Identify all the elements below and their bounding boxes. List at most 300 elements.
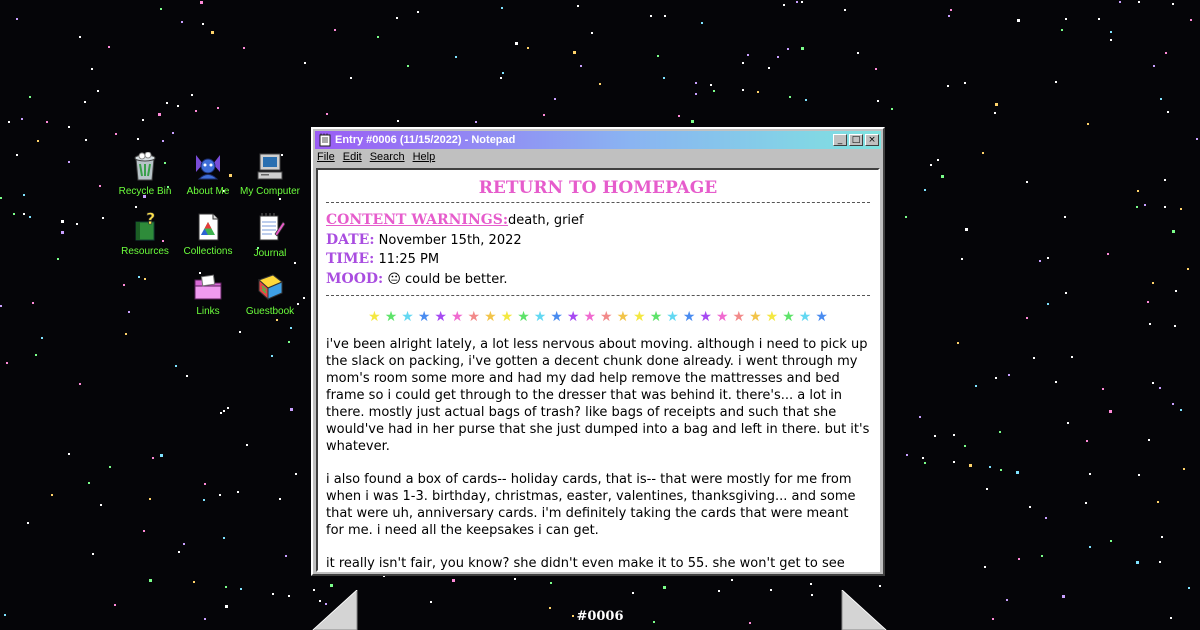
star	[1188, 587, 1190, 589]
star	[982, 152, 984, 154]
star	[23, 213, 25, 215]
star	[906, 454, 908, 456]
star	[225, 605, 228, 608]
star	[975, 385, 977, 387]
star	[591, 32, 593, 34]
star	[664, 15, 666, 17]
star	[1098, 18, 1100, 20]
star	[632, 592, 634, 594]
entry-paragraph: i've been alright lately, a lot less nervous about moving. although i need to pick up the slack on packing, i've gotten a decent chunk done already. i went through my mom's room some more and had my dad help remove the mattresses and bed frame so i could get through to the dresser that was behind it. there's... a lot in there. mostly just actual bags of trash? like bags of receipts and such that she would've had in her purse that she just dumped into a bag and left in there. but it's whatever.	[326, 337, 870, 454]
star	[731, 579, 733, 581]
star	[149, 498, 151, 500]
star	[295, 473, 297, 475]
help-book-icon	[131, 212, 159, 242]
svg-text:?: ?	[146, 212, 156, 228]
star	[162, 140, 164, 142]
star-divider-icon: ★	[566, 309, 580, 325]
star	[137, 138, 139, 140]
star	[1061, 29, 1063, 31]
star	[964, 445, 966, 447]
star-divider-icon: ★	[600, 309, 613, 325]
star	[1047, 257, 1049, 259]
star	[1183, 468, 1185, 470]
time-label: TIME:	[326, 251, 375, 267]
desktop-icon-recycle-bin[interactable]	[113, 152, 177, 197]
desktop-icon-links[interactable]	[176, 272, 240, 317]
star	[1067, 422, 1069, 424]
star	[239, 331, 241, 333]
star	[271, 355, 273, 357]
star	[768, 67, 770, 69]
desktop-icon-journal[interactable]	[238, 212, 302, 259]
star	[102, 217, 104, 219]
star	[13, 213, 15, 215]
star	[37, 140, 39, 142]
star	[1164, 206, 1166, 208]
star-divider-icon: ★	[417, 309, 431, 325]
star-divider-icon: ★	[699, 309, 712, 325]
star-divider-icon: ★	[434, 309, 447, 325]
star	[1138, 1, 1140, 3]
star	[8, 121, 10, 123]
star-divider-icon: ★	[715, 309, 729, 325]
star	[930, 164, 932, 166]
star	[1039, 260, 1041, 262]
notepad-content[interactable]	[316, 168, 880, 572]
star	[599, 83, 601, 85]
star	[29, 96, 31, 98]
star	[1164, 179, 1166, 181]
star	[4, 614, 6, 616]
star	[527, 47, 529, 49]
star	[181, 21, 183, 23]
star	[29, 216, 31, 218]
star	[783, 4, 785, 6]
star	[326, 113, 328, 115]
star	[417, 11, 419, 13]
star-divider-icon: ★	[815, 309, 828, 325]
star	[142, 119, 144, 121]
star	[1055, 81, 1057, 83]
star	[109, 466, 111, 468]
star	[138, 276, 140, 278]
star-divider-icon: ★	[550, 309, 563, 325]
menu-bar	[317, 151, 435, 167]
star	[502, 72, 504, 74]
star	[961, 258, 963, 260]
star	[41, 337, 43, 339]
star	[580, 65, 582, 67]
star	[202, 23, 204, 25]
star-divider-icon: ★	[583, 309, 596, 325]
star	[85, 139, 87, 141]
desktop-icon-label: Resources	[121, 246, 169, 257]
star	[1152, 382, 1154, 384]
star	[61, 231, 64, 234]
star	[749, 622, 751, 624]
star	[1159, 561, 1161, 563]
star	[397, 120, 399, 122]
star	[175, 365, 177, 367]
star	[455, 56, 457, 58]
star	[964, 82, 966, 84]
star	[515, 42, 518, 45]
star	[279, 498, 281, 500]
entry-body	[326, 336, 870, 572]
desktop-icon-label: Links	[196, 306, 220, 317]
star	[877, 100, 879, 102]
star	[501, 7, 503, 9]
star	[1167, 111, 1169, 113]
star	[941, 175, 944, 178]
star	[79, 383, 81, 385]
computer-icon	[255, 152, 285, 182]
star	[115, 133, 117, 135]
star	[1172, 230, 1175, 233]
star	[1110, 540, 1112, 542]
star	[801, 1, 803, 3]
star	[999, 431, 1001, 433]
star	[1062, 595, 1065, 598]
star	[135, 206, 137, 208]
star	[1160, 98, 1162, 100]
menu-help[interactable]: Help	[412, 151, 436, 163]
folder-icon	[193, 272, 223, 302]
star	[183, 543, 185, 545]
star	[1196, 138, 1198, 140]
star	[211, 31, 214, 34]
star	[68, 453, 70, 455]
star	[1161, 536, 1163, 538]
star	[68, 126, 70, 128]
star	[653, 621, 655, 623]
star	[657, 55, 659, 57]
star	[1172, 403, 1174, 405]
star	[957, 342, 959, 344]
star	[994, 112, 996, 114]
star	[1102, 388, 1104, 390]
star-divider-icon: ★	[682, 309, 696, 325]
star	[1016, 471, 1019, 474]
star	[1055, 381, 1057, 383]
content-warnings-label[interactable]: CONTENT WARNINGS:	[326, 212, 509, 228]
star	[125, 333, 127, 335]
star	[223, 410, 225, 412]
star	[500, 77, 502, 79]
star	[678, 115, 680, 117]
star	[32, 302, 34, 304]
star	[695, 93, 697, 95]
star	[452, 579, 455, 582]
star	[288, 595, 290, 597]
star-divider-icon: ★	[633, 309, 646, 325]
star	[986, 488, 988, 490]
window-title: Entry #0006 (11/15/2022) - Notepad	[335, 134, 516, 146]
star	[35, 354, 37, 356]
star	[27, 522, 29, 524]
star-divider-icon: ★	[732, 309, 746, 325]
star	[6, 362, 8, 364]
star	[223, 537, 225, 539]
star	[285, 555, 287, 557]
window-titlebar[interactable]	[315, 131, 881, 149]
star-divider-icon: ★	[467, 309, 481, 325]
star	[61, 220, 64, 223]
star-divider-icon: ★	[517, 309, 530, 325]
desktop-icon-resources[interactable]	[113, 212, 177, 257]
close-button[interactable]: ×	[865, 134, 879, 146]
star	[549, 607, 551, 609]
star	[801, 47, 804, 50]
star	[1041, 555, 1043, 557]
desktop-icon-my-computer[interactable]	[238, 152, 302, 197]
star	[123, 284, 125, 286]
star	[1170, 617, 1172, 619]
star	[128, 311, 130, 313]
desktop-icon-about-me[interactable]	[176, 152, 240, 197]
menu-edit[interactable]: Edit	[342, 151, 362, 163]
star	[713, 90, 715, 92]
time-value: 11:25 PM	[378, 252, 440, 267]
star	[294, 262, 296, 264]
star	[937, 159, 939, 161]
star	[695, 82, 697, 84]
menu-search[interactable]: Search	[369, 151, 405, 163]
star	[1089, 473, 1091, 475]
star	[573, 51, 576, 54]
star-divider-icon: ★	[666, 309, 679, 325]
star	[757, 91, 759, 93]
star-divider-icon: ★	[616, 309, 630, 325]
star	[396, 17, 398, 19]
star	[1018, 558, 1020, 560]
star	[407, 65, 409, 67]
star	[1017, 19, 1020, 22]
star	[149, 579, 152, 582]
star	[219, 494, 221, 496]
star	[947, 85, 949, 87]
right-arrow-icon[interactable]	[840, 590, 888, 630]
star	[742, 62, 744, 64]
star	[1165, 52, 1167, 54]
star	[777, 56, 779, 58]
star	[57, 258, 59, 260]
star	[691, 120, 694, 123]
star	[272, 593, 274, 595]
notepad-window	[311, 127, 885, 576]
star	[701, 22, 703, 24]
star	[160, 8, 162, 10]
star	[193, 581, 195, 583]
star	[663, 77, 665, 79]
star	[543, 114, 545, 116]
star	[21, 118, 23, 120]
star	[924, 189, 926, 191]
star	[114, 604, 116, 606]
star	[770, 589, 772, 591]
star	[953, 434, 955, 436]
star	[152, 457, 154, 459]
star	[172, 132, 174, 134]
star	[203, 499, 205, 501]
star	[1107, 253, 1109, 255]
star	[1065, 18, 1067, 20]
star	[1136, 206, 1138, 208]
star	[160, 454, 163, 457]
star	[99, 185, 101, 187]
star	[84, 101, 86, 103]
notepad-app-icon	[318, 133, 332, 147]
star	[243, 47, 245, 49]
star	[1137, 190, 1139, 192]
star	[46, 121, 48, 123]
star	[934, 435, 936, 437]
star	[1153, 65, 1155, 67]
star	[166, 102, 168, 104]
star	[995, 377, 997, 379]
star	[290, 408, 293, 411]
divider	[326, 295, 870, 296]
star	[1138, 474, 1140, 476]
star	[919, 416, 921, 418]
star	[1152, 282, 1154, 284]
document-icon	[194, 212, 222, 242]
star	[1147, 301, 1149, 303]
star	[195, 110, 197, 112]
star	[1190, 19, 1192, 21]
star	[554, 98, 556, 100]
star	[177, 105, 179, 107]
star-divider-icon: ★	[484, 309, 497, 325]
star	[1064, 216, 1066, 218]
star	[905, 216, 907, 218]
entry-paragraph: i also found a box of cards-- holiday cards, that is-- that were mostly for me from when i was 1-3. birthday, christmas, easter, valentines, thanksgiving... and some that were uh, anniversary cards. i'm definitely taking the cards that were meant for me. i need all the keepsakes i can get.	[326, 472, 856, 538]
star	[279, 198, 281, 200]
star	[1033, 357, 1035, 359]
menu-file[interactable]: File	[317, 151, 335, 163]
star	[1089, 546, 1091, 548]
star	[330, 584, 333, 587]
star	[237, 491, 239, 493]
star-divider-icon: ★	[401, 309, 414, 325]
mood-label: MOOD:	[326, 270, 384, 287]
star	[1008, 374, 1010, 376]
about-me-icon	[193, 152, 223, 182]
star	[550, 582, 552, 584]
star	[158, 113, 161, 116]
star	[246, 444, 248, 446]
star	[1000, 469, 1002, 471]
desktop-icon-label: Guestbook	[245, 306, 295, 317]
star	[1175, 290, 1177, 292]
star	[1006, 599, 1008, 601]
star	[204, 483, 206, 485]
star	[240, 588, 242, 590]
star	[747, 54, 749, 56]
star	[303, 297, 305, 299]
star	[844, 9, 846, 11]
minimize-button[interactable]: _	[833, 134, 847, 146]
star	[1085, 502, 1087, 504]
star	[1119, 1, 1121, 3]
star	[304, 62, 306, 64]
star	[178, 551, 180, 553]
divider	[326, 202, 870, 203]
star	[91, 68, 93, 70]
star	[1110, 31, 1112, 33]
star	[514, 578, 516, 580]
notepad-icon	[255, 212, 285, 244]
recycle-bin-icon	[131, 152, 159, 182]
star	[204, 618, 206, 620]
entry-paragraph: it really isn't fair, you know? she didn't even make it to 55. she won't get to see	[326, 556, 845, 571]
star	[1148, 439, 1150, 441]
star	[1180, 409, 1182, 411]
entry-number: #0006	[576, 609, 624, 624]
star-divider-icon: ★	[798, 309, 812, 325]
maximize-button[interactable]: □	[849, 134, 863, 146]
date-label: DATE:	[326, 231, 375, 248]
star	[430, 601, 432, 603]
star	[1109, 410, 1112, 413]
star	[1065, 292, 1067, 294]
desktop-icon-guestbook[interactable]	[238, 272, 302, 317]
left-arrow-icon[interactable]	[311, 590, 359, 630]
star	[76, 223, 78, 225]
star-divider-icon: ★	[649, 309, 663, 325]
star	[1026, 181, 1028, 183]
star-divider-icon: ★	[450, 309, 464, 325]
star	[1086, 440, 1088, 442]
star	[143, 530, 145, 532]
return-to-homepage-link[interactable]: RETURN TO HOMEPAGE	[478, 178, 718, 198]
star	[0, 305, 2, 307]
star-divider-icon: ★	[500, 309, 514, 325]
star	[16, 154, 18, 156]
desktop-icon-label: About Me	[186, 186, 230, 197]
star	[51, 494, 53, 496]
desktop-icon-collections[interactable]	[176, 212, 240, 257]
date-value: November 15th, 2022	[378, 232, 522, 248]
star	[220, 412, 222, 414]
star	[108, 46, 110, 48]
star	[1159, 387, 1161, 389]
star	[68, 161, 70, 163]
star	[475, 121, 477, 123]
star	[1172, 3, 1174, 5]
star	[144, 278, 146, 280]
book-icon	[255, 272, 285, 302]
star	[742, 89, 744, 91]
star	[23, 194, 25, 196]
entry-metadata	[326, 211, 870, 289]
star	[810, 583, 812, 585]
star	[276, 319, 278, 321]
star	[200, 1, 203, 4]
star-divider-icon: ★	[782, 309, 795, 325]
star	[953, 461, 955, 463]
star	[0, 197, 2, 199]
star	[650, 15, 652, 17]
content-warnings-value: death, grief	[508, 213, 584, 228]
star	[100, 504, 102, 506]
desktop-icon-label: Journal	[253, 248, 287, 259]
star-divider-icon: ★	[368, 309, 381, 325]
star	[891, 108, 893, 110]
star	[789, 96, 791, 98]
star	[969, 464, 972, 467]
star	[350, 77, 352, 79]
